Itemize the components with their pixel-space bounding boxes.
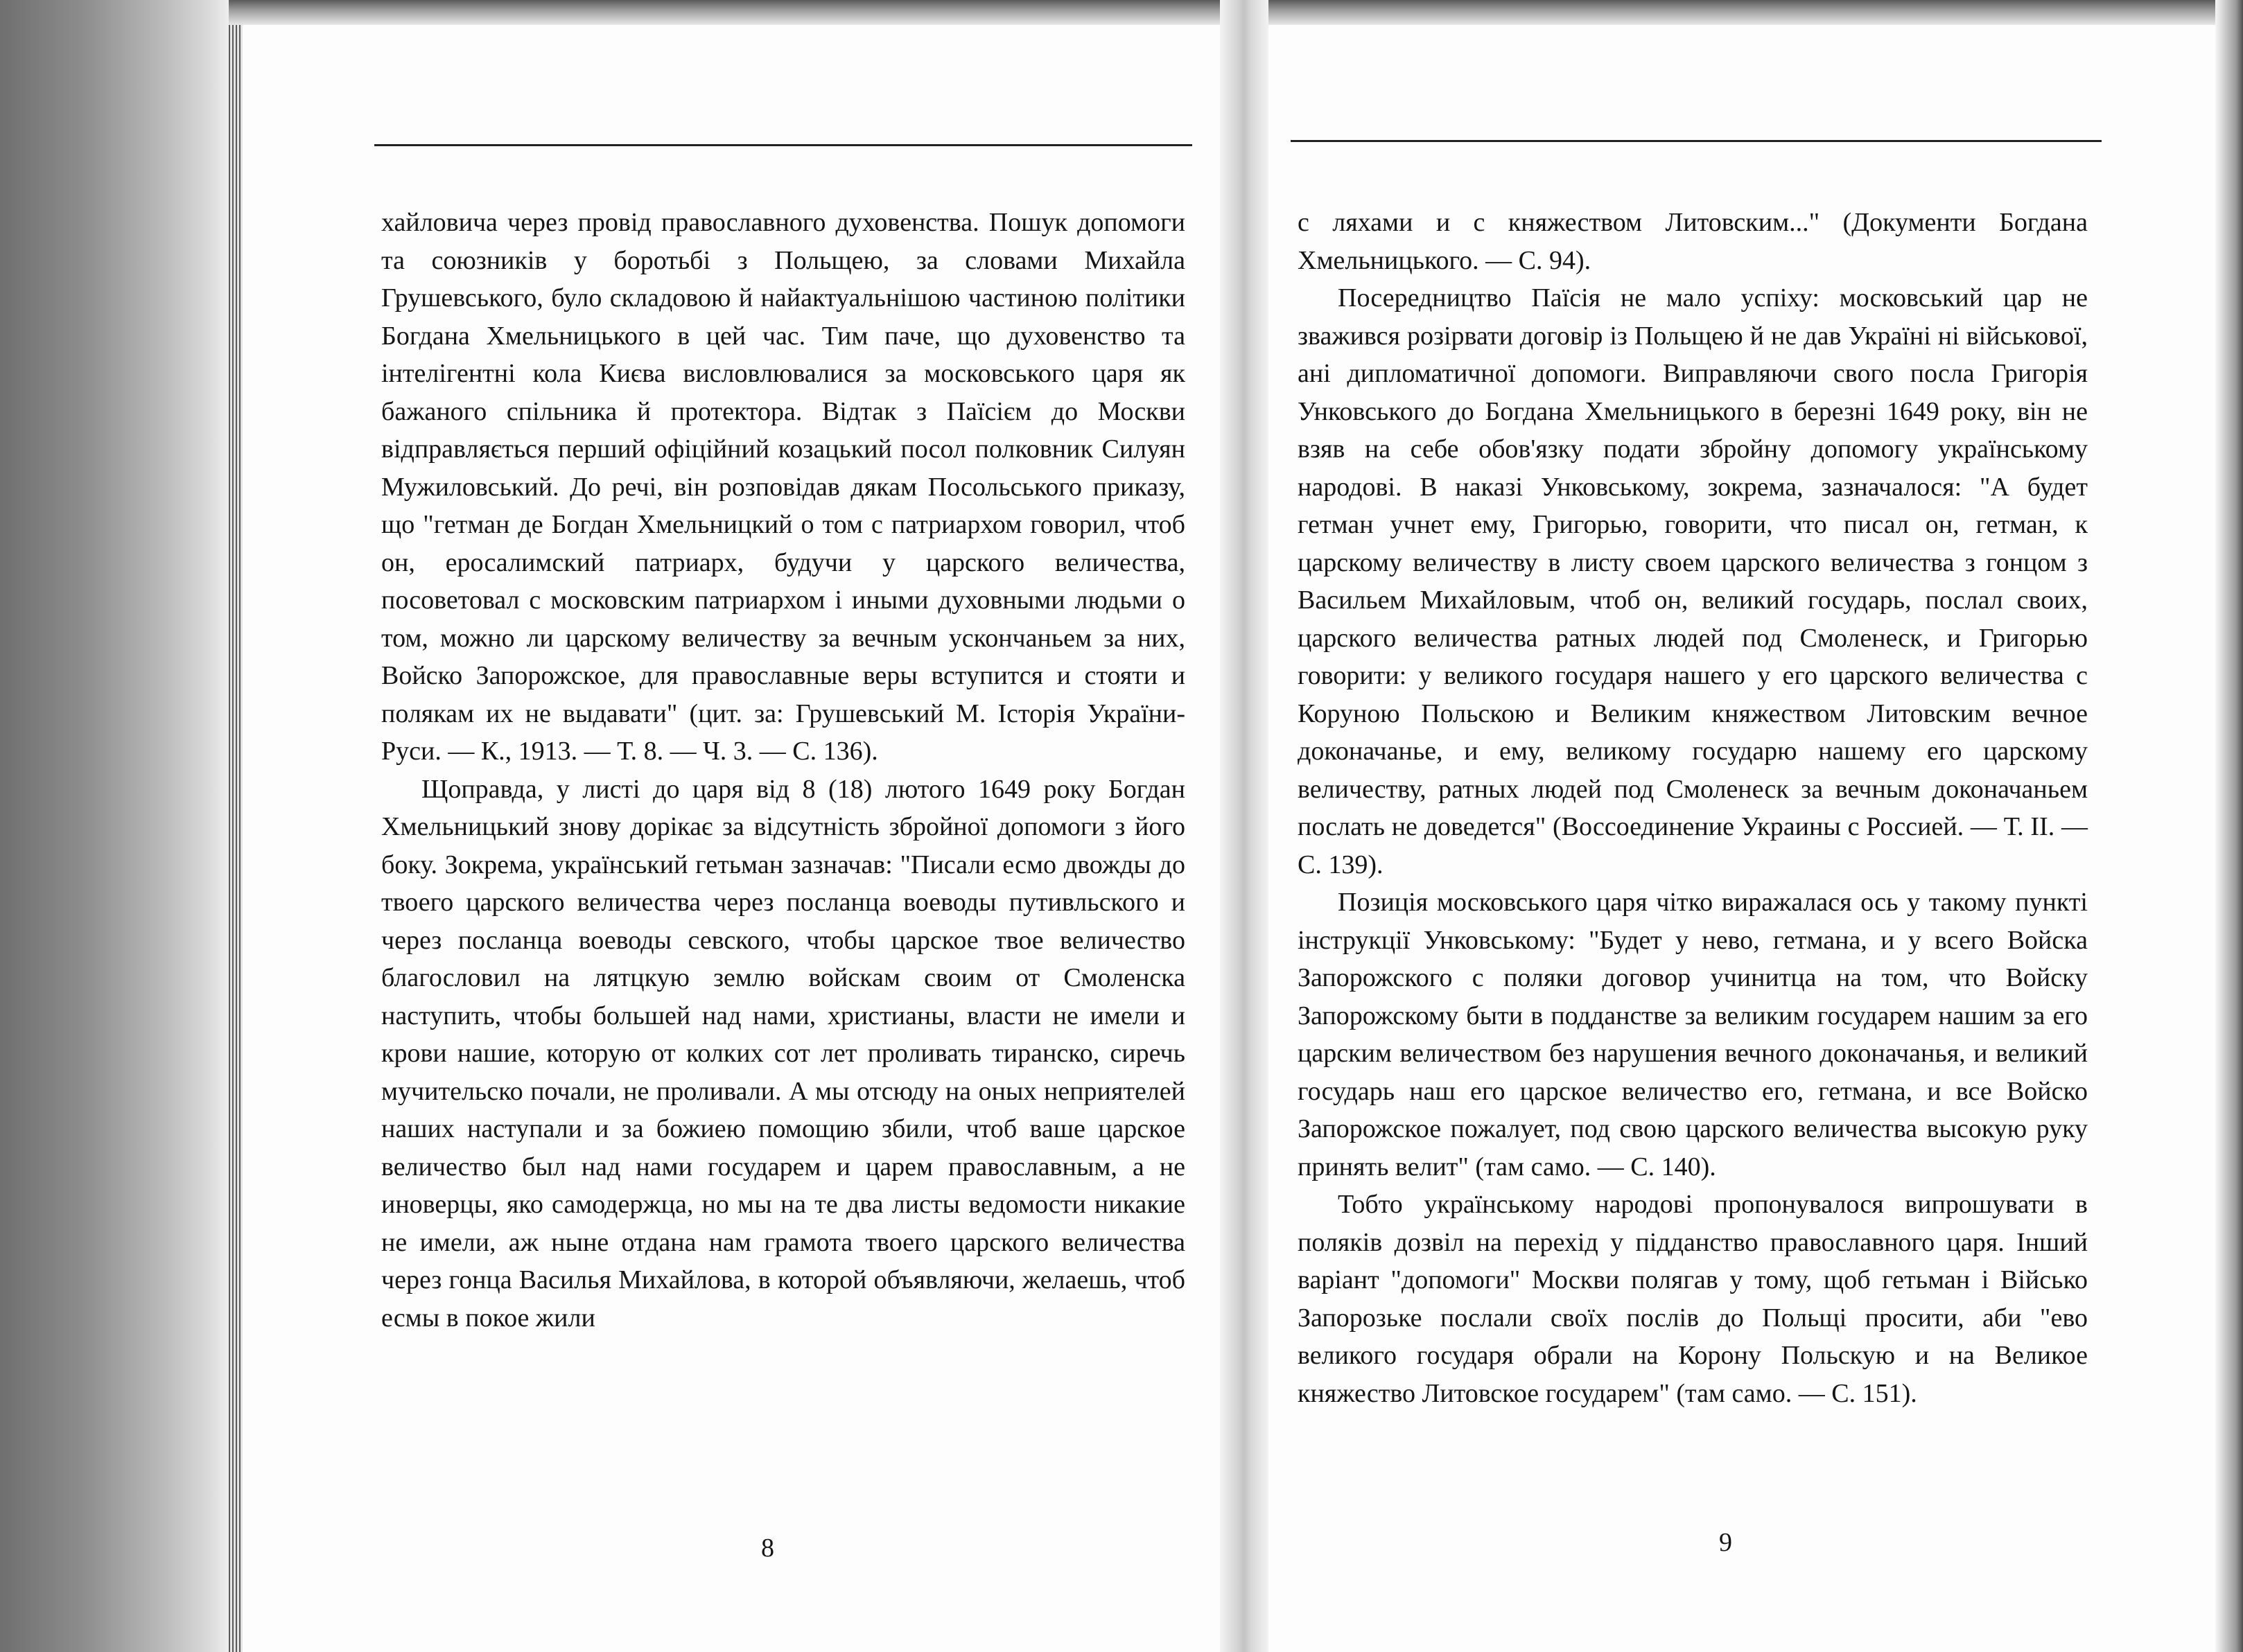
right-page xyxy=(1268,0,2215,1652)
page-body-text xyxy=(381,204,1185,1337)
paragraph: с ляхами и с княжеством Литовским..." (Документи Богдана Хмельницького. — С. 94). xyxy=(1298,208,2088,275)
paragraph: Посередництво Паїсія не мало успіху: московський цар не зважився розірвати договір із Польщею й не дав Україні ні військової, ані дипломатичної допомоги. Виправляючи свого посла Григорія Унковського до Богдана Хмельницького в березні 1649 року, він не взяв на себе обов'язку подати збройну допомогу українському народові. В наказі Унковському, зокрема, зазначалося: "А будет гетман учнет ему, Григорью, говорити, что писал он, гетман, к царскому величеству в листу своем царского величества з гонцом з Васильем Михайловым, чтоб он, великий государь, послал своих, царского величества ратных людей под Смоленеск, и Григорью говорити: у великого государя нашего у его царского величества с Коруною Польскою и Великим княжеством Литовским вечное доконачанье, и ему, великому государю нашему его царскому величеству, ратных людей под Смоленеск за вечным доконачаньем послать не доведется" (Воссоединение Украины с Россией. — Т. II. — С. 139). xyxy=(1298,283,2088,879)
book-gutter xyxy=(1220,0,1268,1652)
page-body-text xyxy=(1298,204,2088,1412)
paragraph: Щоправда, у листі до царя від 8 (18) лютого 1649 року Богдан Хмельницький знову дорікає за відсутність збройної допомоги з його боку. Зокрема, український гетьман зазначав: "Писали есмо двожды до твоего царского величества через посланца воеводы путивльского и через посланца воеводы севского, чтобы царское твое величество благословил на лятцкую землю войскам своим от Смоленска наступить, чтобы большей над нами, христианы, власти не имели и крови нашие, которую от колких сот лет проливать тиранско, сиречь мучительско почали, не проливали. А мы отсюду на оных неприятелей наших наступали и за божиею помощию збили, чтоб ваше царское величество был над нами государем и царем православным, а не иноверцы, яко самодержца, но мы на те два листы ведомости никакие не имели, аж ныне отдана нам грамота твоего царского величества через гонца Василья Михайлова, в которой объявляючи, желаешь, чтоб есмы в покое жили xyxy=(381,774,1185,1333)
header-rule xyxy=(1291,140,2102,142)
scanner-edge-right xyxy=(2215,0,2243,1652)
scanner-edge-left xyxy=(0,0,229,1652)
left-page xyxy=(243,0,1220,1652)
page-stack-edges xyxy=(229,0,243,1652)
paragraph: хайловича через провід православного духовенства. Пошук допомоги та союзників у боротьбі з Польщею, за словами Михайла Грушевського, було складовою й найактуальнішою частиною політики Богдана Хмельницького в цей час. Тим паче, що духовенство та інтелігентні кола Києва висловлювалися за московського царя як бажаного спільника й протектора. Відтак з Паїсієм до Москви відправляється перший офіційний козацький посол полковник Силуян Мужиловський. До речі, він розповідав дякам Посольського приказу, що "гетман де Богдан Хмельницкий о том с патриархом говорил, чтоб он, еросалимский патриарх, будучи у царского величества, посоветовал с московским патриархом і иными духовными людьми о том, можно ли царскому величеству за вечным ускончаньем за них, Войско Запорожское, для православные веры вступится и стояти и полякам их не выдавати" (цит. за: Грушевський М. Історія України-Руси. — К., 1913. — Т. 8. — Ч. 3. — С. 136). xyxy=(381,208,1185,766)
header-rule xyxy=(374,144,1192,146)
paragraph: Позиція московського царя чітко виражалася ось у такому пункті інструкції Унковському: "Будет у нево, гетмана, и у всего Войска Запорожского с поляки договор учинитца на том, что Войску Запорожскому быти в подданстве за великим государем нашим за его царским величеством без нарушения вечного доконачанья, и великий государь наш его царское величество его, гетмана, и все Войско Запорожское пожалует, под свою царского величества высокую руку принять велит" (там само. — С. 140). xyxy=(1298,888,2088,1181)
paragraph: Тобто українському народові пропонувалося випрошувати в поляків дозвіл на перехід у підданство православного царя. Інший варіант "допомоги" Москви полягав у тому, щоб гетьман і Військо Запорозьке послали своїх послів до Польщі просити, аби "ево великого государя обрали на Корону Польскую и на Великое княжество Литовское государем" (там само. — С. 151). xyxy=(1298,1190,2088,1408)
page-number: 9 xyxy=(1719,1528,1732,1557)
page-number: 8 xyxy=(761,1534,774,1563)
